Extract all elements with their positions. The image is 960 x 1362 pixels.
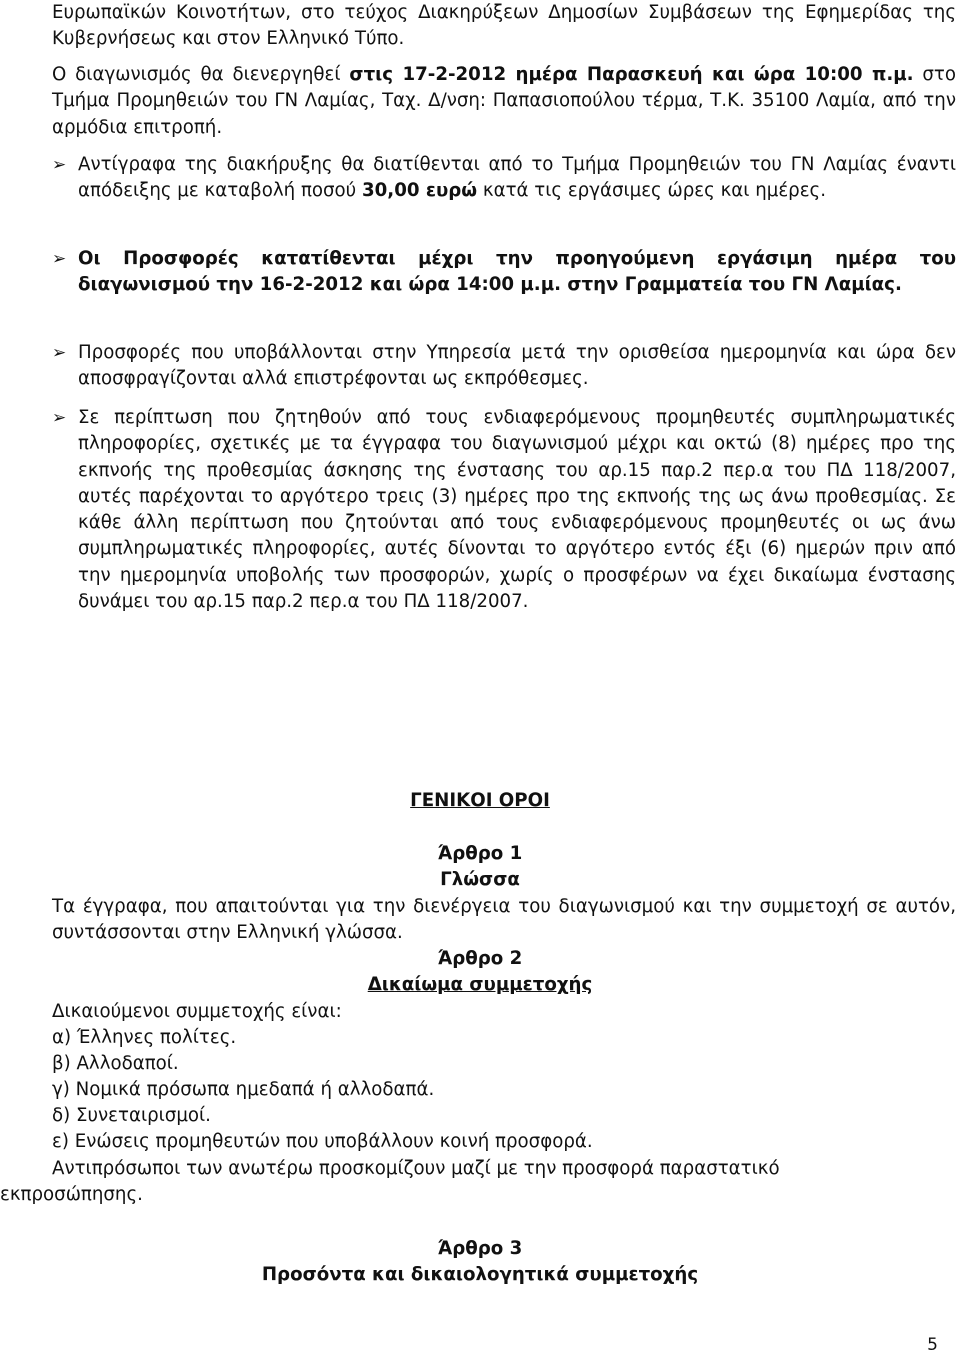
- article1-title: Γλώσσα: [440, 869, 520, 890]
- arrow-bullet-icon: ➢: [52, 343, 67, 363]
- article2-intro: Δικαιούμενοι συμμετοχής είναι:: [52, 1001, 342, 1022]
- general-terms-heading: ΓΕΝΙΚΟΙ ΟΡΟΙ: [410, 790, 550, 811]
- list-item: α) Έλληνες πολίτες.: [52, 1027, 237, 1048]
- article3-number: Άρθρο 3: [437, 1238, 523, 1259]
- bullet-supplementary-info: ➢ Σε περίπτωση που ζητηθούν από τους ενδιαφερόμενους προμηθευτές συμπληρωματικές πληροφορίες, σχετικές με τα έγγραφα του διαγωνισμού μέχρι και οκτώ (8) ημέρες προ της εκπνοής της προθεσμίας άσκησης της ένστασης του αρ.15 παρ.2 περ.α του ΠΔ 118/2007, αυτές παρέχονται το αργότερο τρεις (3) ημέρες προ της εκπνοής της ως άνω προθεσμίας. Σε κάθε άλλη περίπτωση που ζητούνται από τους ενδιαφερόμενους προμηθευτές οι ως άνω συμπληρωματικές πληροφορίες, αυτές δίνονται το αργότερο εντός έξι (6) ημερών πριν από την ημερομηνία υποβολής των προσφορών, χωρίς ο προσφέρων να έχει δικαίωμα ένστασης δυνάμει του αρ.15 παρ.2 περ.α του ΠΔ 118/2007.: [52, 407, 956, 613]
- article2-title: Δικαίωμα συμμετοχής: [367, 974, 593, 995]
- article2-closing-line2: εκπροσώπησης.: [0, 1184, 143, 1205]
- list-item: β) Αλλοδαποί.: [52, 1053, 179, 1074]
- arrow-bullet-icon: ➢: [52, 249, 67, 269]
- list-item: ε) Ενώσεις προμηθευτών που υποβάλλουν κοινή προσφορά.: [52, 1131, 593, 1152]
- article2-closing-line1: Αντιπρόσωποι των ανωτέρω προσκομίζουν μαζί με την προσφορά παραστατικό: [52, 1158, 780, 1179]
- article2-number: Άρθρο 2: [437, 948, 523, 969]
- article1-text: Τα έγγραφα, που απαιτούνται για την διενέργεια του διαγωνισμού και την συμμετοχή σε αυτόν, συντάσσονται στην Ελληνική γλώσσα.: [52, 896, 956, 944]
- bullet-offers-deadline: ➢ Οι Προσφορές κατατίθενται μέχρι την προηγούμενη εργάσιμη ημέρα του διαγωνισμού την 16-2-2012 και ώρα 14:00 μ.μ. στην Γραμματεία του ΓΝ Λαμίας.: [52, 248, 956, 296]
- article1-number: Άρθρο 1: [437, 843, 523, 864]
- arrow-bullet-icon: ➢: [52, 155, 67, 175]
- article3-title: Προσόντα και δικαιολογητικά συμμετοχής: [261, 1264, 699, 1285]
- paragraph-publication: Ευρωπαϊκών Κοινοτήτων, στο τεύχος Διακηρύξεων Δημοσίων Συμβάσεων της Εφημερίδας της Κυβερνήσεως και στον Ελληνικό Τύπο.: [52, 2, 956, 50]
- arrow-bullet-icon: ➢: [52, 408, 67, 428]
- tender-date-bold: στις 17-2-2012 ημέρα Παρασκευή και ώρα 10:00 π.μ.: [349, 64, 914, 85]
- paragraph-tender-date: Ο διαγωνισμός θα διενεργηθεί στις 17-2-2012 ημέρα Παρασκευή και ώρα 10:00 π.μ. στο Τμήμα Προμηθειών του ΓΝ Λαμίας, Ταχ. Δ/νση: Παπασιοπούλου τέρμα, Τ.Κ. 35100 Λαμία, από την αρμόδια επιτροπή.: [52, 64, 957, 138]
- page-number: 5: [927, 1335, 938, 1355]
- fee-amount: 30,00 ευρώ: [361, 180, 478, 202]
- list-item: δ) Συνεταιρισμοί.: [52, 1105, 211, 1126]
- list-item: γ) Νομικά πρόσωπα ημεδαπά ή αλλοδαπά.: [52, 1079, 435, 1100]
- bullet-copies: ➢ Αντίγραφα της διακήρυξης θα διατίθενται από το Τμήμα Προμηθειών του ΓΝ Λαμίας έναντι απόδειξης με καταβολή ποσού 30,00 ευρώ κατά τις εργάσιμες ώρες και ημέρες.: [52, 154, 956, 202]
- bullet-late-offers: ➢ Προσφορές που υποβάλλονται στην Υπηρεσία μετά την ορισθείσα ημερομηνία και ώρα δεν αποσφραγίζονται αλλά επιστρέφονται ως εκπρόθεσμες.: [52, 342, 956, 390]
